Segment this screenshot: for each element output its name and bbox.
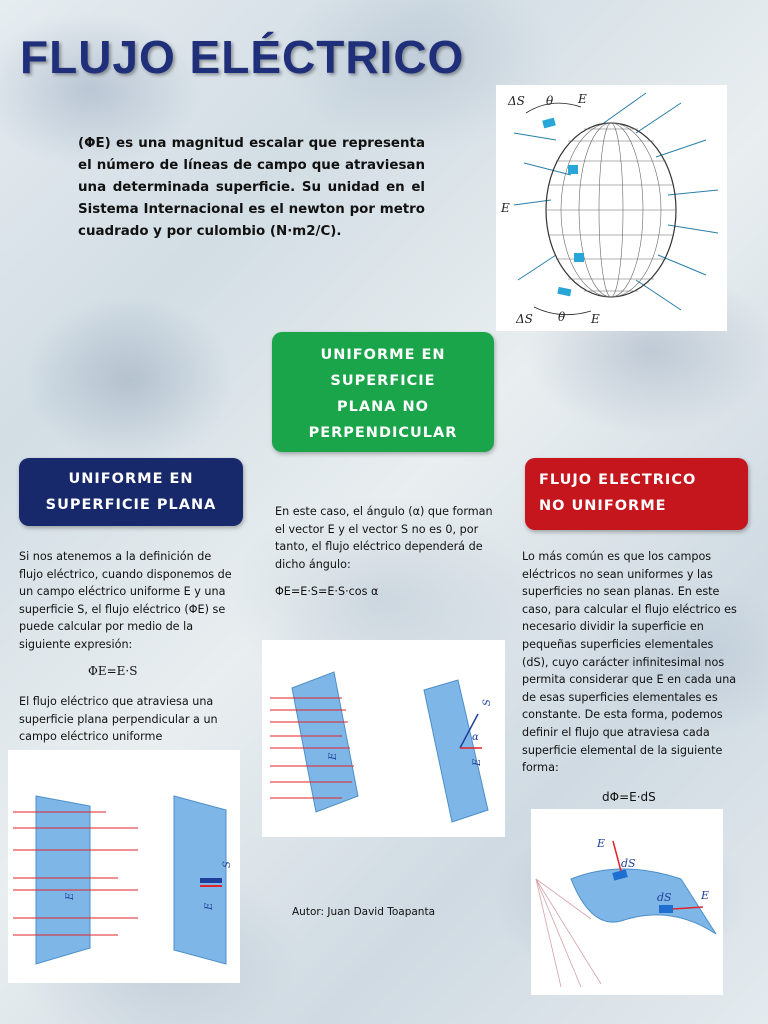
middle-fig-alpha-label: α bbox=[472, 732, 479, 743]
middle-formula: ΦE=E·S=E·S·cos α bbox=[275, 585, 379, 598]
left-fig-e-label: E bbox=[65, 892, 76, 900]
left-fig-e2-label: E bbox=[204, 902, 215, 910]
middle-fig-s-label: S bbox=[482, 699, 493, 706]
badge-uniform-plane bbox=[19, 458, 243, 526]
intro-open-paren: ( bbox=[78, 136, 85, 151]
badge-red-line-1: FLUJO ELECTRICO bbox=[539, 472, 697, 488]
right-fig-e-label: E bbox=[597, 837, 606, 850]
badge-navy-line-2: SUPERFICIE PLANA bbox=[45, 497, 217, 513]
middle-fig-e-label: E bbox=[328, 752, 339, 760]
badge-navy-line-1: UNIFORME EN bbox=[68, 471, 194, 487]
badge-green-line-1: UNIFORME EN bbox=[320, 347, 446, 363]
badge-uniform-non-perpendicular bbox=[272, 332, 494, 452]
middle-fig-e2-label: E bbox=[472, 758, 483, 766]
sphere-flux-figure bbox=[496, 85, 727, 331]
middle-paragraph: En este caso, el ángulo (α) que forman el vector E y el vector S no es 0, por tanto, el flujo eléctrico dependerá de dicho ángulo: bbox=[275, 505, 493, 571]
left-formula: ΦE=E·S bbox=[88, 664, 138, 678]
page-title: FLUJO ELÉCTRICO bbox=[20, 31, 465, 83]
left-fig-s-label: S bbox=[222, 861, 233, 868]
sphere-label-e-bottom: E bbox=[591, 312, 600, 326]
badge-green-line-4: PERPENDICULAR bbox=[308, 425, 458, 441]
badge-non-uniform bbox=[525, 458, 748, 530]
tilted-plane-figure bbox=[262, 640, 505, 837]
left-paragraph-2: El flujo eléctrico que atraviesa una superficie plana perpendicular a un campo eléctrico uniforme bbox=[19, 695, 218, 744]
intro-paragraph bbox=[78, 133, 425, 243]
sphere-label-theta-top: θ bbox=[546, 94, 554, 108]
badge-red-line-2: NO UNIFORME bbox=[539, 498, 667, 514]
right-fig-ds-label: dS bbox=[621, 857, 636, 870]
right-fig-e2-label: E bbox=[701, 889, 710, 902]
perpendicular-plane-figure bbox=[8, 750, 240, 983]
sphere-label-ds-bottom: ΔS bbox=[516, 312, 533, 326]
sphere-label-ds-top: ΔS bbox=[508, 94, 525, 108]
sphere-label-e-top: E bbox=[578, 92, 587, 106]
right-paragraph: Lo más común es que los campos eléctricos no sean uniformes y las superficies no sean planas. En este caso, para calcular el flujo eléctrico es necesario dividir la superficie en pequeñas superficies elementales (dS), cuyo carácter infinitesimal nos permita considerar que E en cada una de esas superficies elementales es constante. De esta forma, podemos definir el flujo que atraviesa cada superficie elemental de la siguiente forma: bbox=[522, 550, 737, 775]
right-fig-ds2-label: dS bbox=[657, 891, 672, 904]
sphere-label-e-left: E bbox=[501, 201, 510, 215]
intro-text: ΦE) es una magnitud escalar que representa el número de líneas de campo que atraviesan una determinada superficie. Su unidad en el Sistema Internacional es el newton por metro cuadrado y por culombio (N·m2/C). bbox=[78, 136, 425, 239]
curved-surface-figure bbox=[531, 809, 723, 995]
author-credit: Autor: Juan David Toapanta bbox=[292, 906, 436, 918]
badge-green-line-2: SUPERFICIE bbox=[330, 373, 436, 389]
left-paragraph-1: Si nos atenemos a la definición de flujo eléctrico, cuando disponemos de un campo eléctrico uniforme E y una superficie S, el flujo eléctrico (ΦE) se puede calcular por medio de la siguiente expresión: bbox=[19, 550, 232, 651]
sphere-label-theta-bottom: θ bbox=[558, 310, 566, 324]
badge-green-line-3: PLANA NO bbox=[337, 399, 429, 415]
right-formula: dΦ=E·dS bbox=[602, 790, 656, 804]
